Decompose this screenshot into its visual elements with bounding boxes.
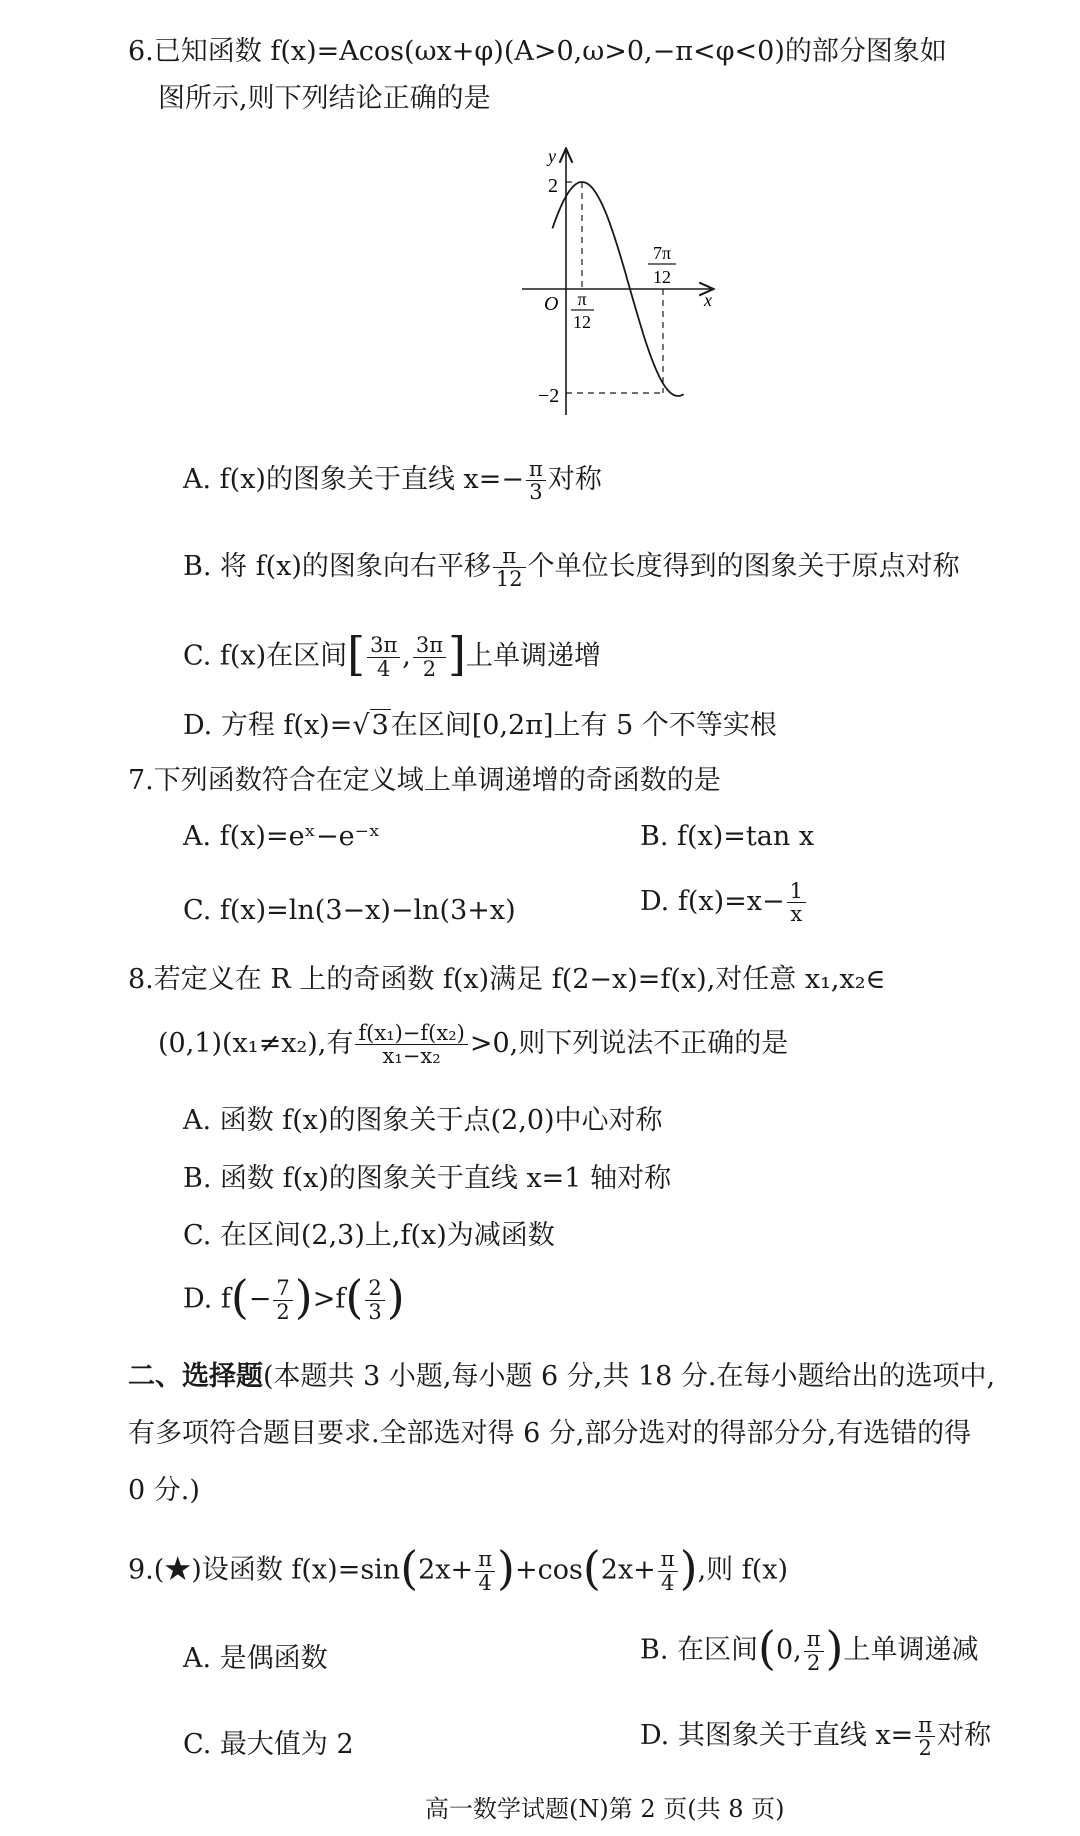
x2-denominator: 12 [653,267,671,287]
q7-option-b: B. f(x)=tan x [640,821,815,852]
q7-option-d: D. f(x)=x− $\frac{1}{x}$ [640,880,808,925]
section2-intro-line3: 0 分.) [128,1475,200,1506]
q6-option-a: A. f(x)的图象关于直线 x=− $\frac{\pi}{3}$ 对称 [183,457,602,505]
q8-stem-line1: 8.若定义在 R 上的奇函数 f(x)满足 f(2−x)=f(x),对任意 x₁,x₂∈ [128,964,886,995]
x1-numerator: π [577,289,587,309]
q6-cosine-graph [520,142,720,422]
q6-option-b: B. 将 f(x)的图象向右平移 $\frac{\pi}{12}$ 个单位长度得到的图象关于原点对称 [183,544,960,592]
q9-stem: 9.(★)设函数 f(x)=sin(2x+ $\frac{\pi}{4}$ )+cos(2x+ $\frac{\pi}{4}$ ),则 f(x) [128,1541,789,1595]
q8-option-c: C. 在区间(2,3)上,f(x)为减函数 [183,1220,555,1251]
x1-denominator: 12 [573,312,591,332]
q8-option-b: B. 函数 f(x)的图象关于直线 x=1 轴对称 [183,1163,672,1194]
q6-option-d: D. 方程 f(x)=√3在区间[0,2π]上有 5 个不等实根 [183,710,777,741]
q9-option-b: B. 在区间(0, $\frac{\pi}{2}$ )上单调递减 [640,1621,979,1675]
q9-option-c: C. 最大值为 2 [183,1729,354,1760]
q7-option-a: A. f(x)=eˣ−e⁻ˣ [183,821,381,852]
section2-intro-line1: 二、选择题(本题共 3 小题,每小题 6 分,共 18 分.在每小题给出的选项中, [128,1361,996,1392]
section2-intro-line2: 有多项符合题目要求.全部选对得 6 分,部分选对的得部分分,有选错的得 [128,1418,972,1449]
q8-option-a: A. 函数 f(x)的图象关于点(2,0)中心对称 [183,1105,663,1136]
q9-option-d: D. 其图象关于直线 x= $\frac{\pi}{2}$ 对称 [640,1713,992,1761]
q7-option-c: C. f(x)=ln(3−x)−ln(3+x) [183,895,516,926]
y-min-label: −2 [538,385,560,407]
q6-stem-line2: 图所示,则下列结论正确的是 [158,83,491,114]
x-axis-label: x [704,290,712,310]
origin-label: O [544,293,559,315]
q7-stem: 7.下列函数符合在定义域上单调递增的奇函数的是 [128,765,721,796]
q9-option-a: A. 是偶函数 [183,1643,328,1674]
q6-stem-line1: 6.已知函数 f(x)=Acos(ωx+φ)(A>0,ω>0,−π<φ<0)的部分图象如 [128,36,947,67]
page-footer: 高一数学试题(N)第 2 页(共 8 页) [425,1795,785,1823]
q8-option-d: D. f(− $\frac{7}{2}$ )>f( $\frac{2}{3}$ ) [183,1270,405,1324]
x2-numerator: 7π [652,243,672,263]
q6-option-c: C. f(x)在区间[ $\frac{3\pi}{4}$ , $\frac{3\pi}{2}$ ]上单调递增 [183,627,601,681]
q8-stem-line2: (0,1)(x₁≠x₂),有 $\frac{\text{f(x₁)−f(x₂)}}{\text{x₁−x₂}}$ >0,则下列说法不正确的是 [158,1021,789,1069]
section2-title: 二、选择题 [128,1361,263,1392]
y-axis-label: y [548,146,556,166]
y-max-label: 2 [548,175,558,197]
